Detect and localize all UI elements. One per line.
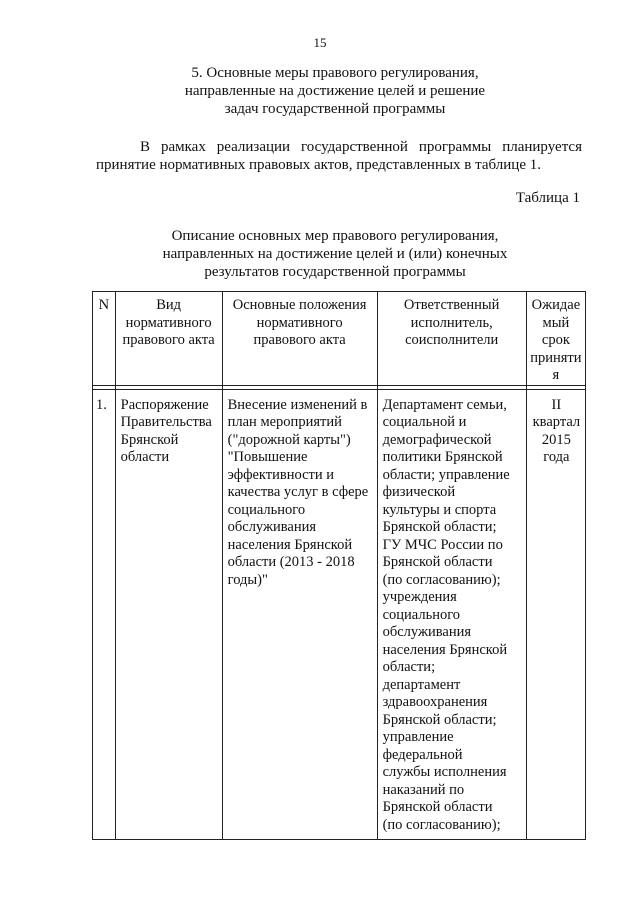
cell-line: квартал [532,414,581,430]
header-responsible [377,292,526,386]
header-n-label: N [98,297,110,313]
header-act-type [115,292,222,386]
header-n [93,292,116,386]
cell-line: план мероприятий [227,414,342,430]
header-line: срок [541,332,570,348]
page-number: 15 [313,35,327,50]
cell-line: Брянской области [382,554,493,570]
cell-line: Правительства [120,414,212,430]
header-term [526,292,585,386]
cell-line: Внесение изменений в [227,396,368,413]
cell-line: физической [382,484,456,500]
section-title [100,64,570,118]
cell-line: наказаний по [382,781,465,798]
header-line: нормативного [125,314,212,331]
row-number-cell [93,389,116,839]
cell-line: (по согласованию); [382,816,501,833]
table-row [93,389,586,839]
header-line: соисполнители [405,332,499,348]
row-number: 1. [96,396,107,413]
header-line: Вид [156,297,182,313]
cell-line: социального [227,501,306,518]
table-caption-line: Описание основных мер правового регулирования, [171,228,499,244]
intro-paragraph [96,138,582,174]
cell-line: федеральной [382,746,463,763]
cell-line: политики Брянской [382,449,503,465]
cell-line: службы исполнения [382,764,507,780]
table-label: Таблица 1 [515,190,580,206]
header-line: мый [542,314,570,331]
cell-line: эффективности и [227,466,334,483]
header-line: Основные положения [232,297,367,313]
header-line: Ответственный [403,297,500,313]
cell-line: Брянской области [382,799,493,815]
section-title-line: 5. Основные меры правового регулирования, [191,65,479,81]
section-title-line: направленные на достижение целей и решение [184,83,486,99]
cell-line: Распоряжение [120,396,209,413]
cell-line: области; [382,659,436,675]
cell-line: культуры и спорта [382,501,497,518]
cell-line: качества услуг в сфере [227,484,369,500]
table-caption-line: направленных на достижение целей и (или) конечных [162,246,508,262]
cell-line: социальной и [382,414,467,430]
intro-line: принятие нормативных правовых актов, представленных в таблице 1. [96,157,541,173]
cell-line: Брянской [120,431,179,448]
cell-line: года [543,449,570,465]
main-provisions-cell [222,389,377,839]
cell-line: Департамент семьи, [382,396,507,413]
intro-line: В рамках реализации государственной программы планируется [140,139,582,155]
cell-line: области; управление [382,466,510,483]
header-line: Ожидае [531,297,581,313]
cell-line: области (2013 - 2018 [227,554,355,570]
header-line: нормативного [256,314,343,331]
cell-line: "Повышение [227,449,308,465]
cell-line: населения Брянской [227,536,353,553]
cell-line: департамент [382,676,461,693]
cell-line: II [551,396,562,413]
table-caption [120,227,550,281]
cell-line: социального [382,606,461,623]
term-cell [526,389,585,839]
cell-line: демографической [382,431,492,448]
cell-line: учреждения [382,589,457,605]
header-line: я [552,367,560,383]
header-line: правового акта [122,332,215,348]
header-line: исполнитель, [410,314,493,331]
cell-line: обслуживания [227,519,317,535]
cell-line: области [120,449,170,465]
header-line: приняти [530,349,582,366]
table-header-row [93,292,586,386]
cell-line: годы)" [227,571,268,588]
cell-line: ГУ МЧС России по [382,536,503,553]
cell-line: обслуживания [382,624,472,640]
cell-line: 2015 [541,431,571,448]
cell-line: здравоохранения [382,694,488,710]
cell-line: управление [382,729,454,745]
header-main-provisions [222,292,377,386]
section-title-line: задач государственной программы [224,101,446,117]
responsible-cell [377,389,526,839]
cell-line: населения Брянской [382,641,508,658]
cell-line: Брянской области; [382,519,497,535]
header-line: правового акта [253,332,346,348]
measures-table [92,291,586,840]
cell-line: ("дорожной карты") [227,431,351,448]
act-type-cell [115,389,222,839]
table-caption-line: результатов государственной программы [204,264,466,280]
cell-line: Брянской области; [382,711,497,728]
cell-line: (по согласованию); [382,571,501,588]
